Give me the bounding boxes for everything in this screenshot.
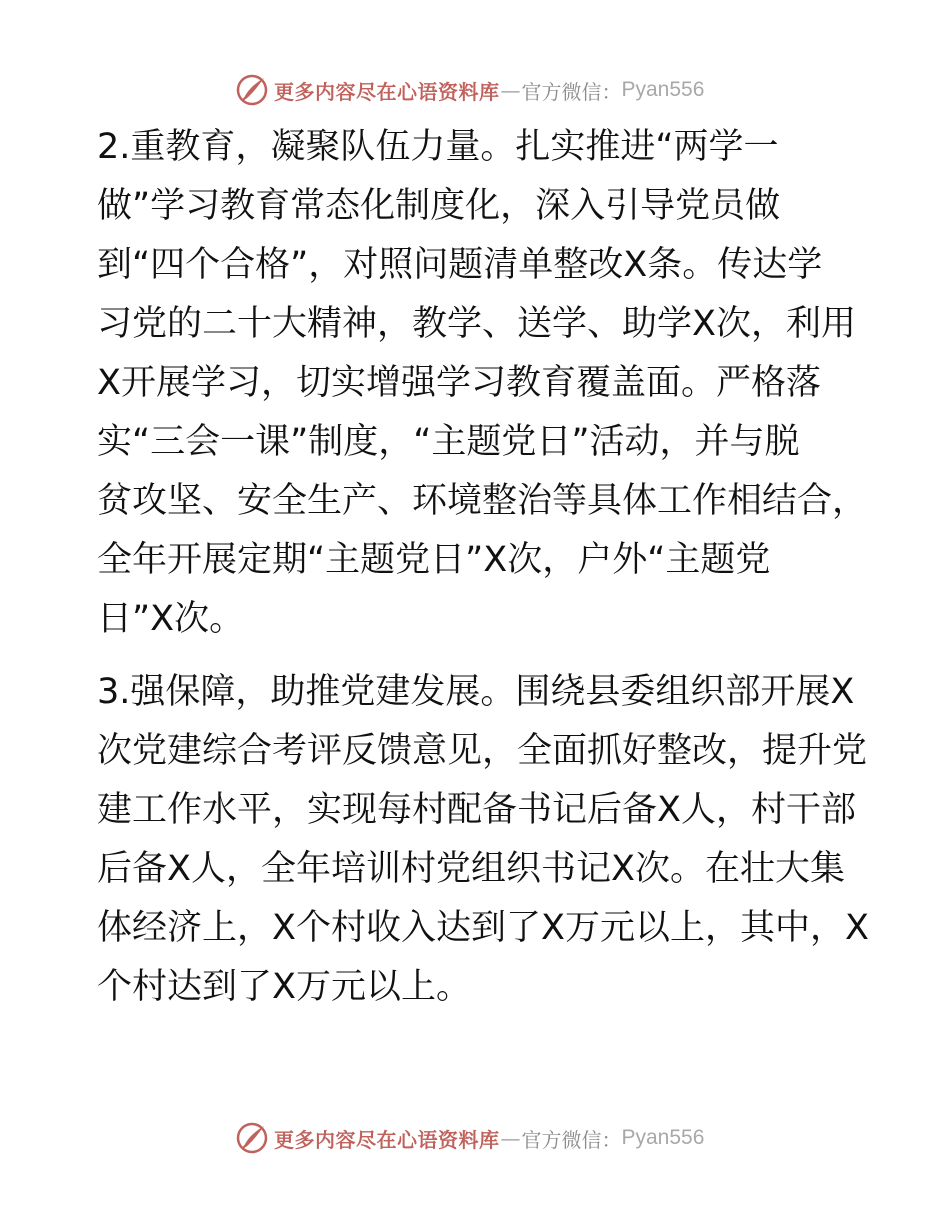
text-line: 到“四个合格”，对照问题清单整改X条。传达学 — [97, 245, 823, 285]
footer-watermark — [234, 1120, 714, 1156]
watermark-wechat-label: 官方微信： — [521, 1127, 622, 1152]
text-line: 实“三会一课”制度，“主题党日”活动，并与脱 — [97, 422, 800, 462]
text-line: 全年开展定期“主题党日”X次，户外“主题党 — [97, 540, 771, 580]
text-line: X开展学习，切实增强学习教育覆盖面。严格落 — [97, 363, 821, 403]
text-line: 后备X人，全年培训村党组织书记X次。在壮大集 — [97, 849, 845, 889]
text-line: 3.强保障，助推党建发展。围绕县委组织部开展X — [97, 672, 855, 712]
text-line: 2.重教育，凝聚队伍力量。扎实推进“两学一 — [97, 127, 779, 167]
text-line: 日”X次。 — [97, 599, 245, 639]
text-line: 个村达到了X万元以上。 — [97, 967, 471, 1007]
watermark-separator: — — [500, 1126, 521, 1150]
text-line: 体经济上，X个村收入达到了X万元以上，其中，X — [97, 908, 869, 948]
text-line: 做”学习教育常态化制度化，深入引导党员做 — [97, 186, 781, 226]
watermark-wechat-label: 官方微信： — [521, 79, 622, 104]
text-line: 建工作水平，实现每村配备书记后备X人，村干部 — [97, 790, 856, 830]
watermark-separator: — — [500, 78, 521, 102]
watermark-wechat-id: Pyan556 — [621, 78, 705, 101]
watermark-wechat-id: Pyan556 — [621, 1126, 705, 1149]
text-line: 贫攻坚、安全生产、环境整治等具体工作相结合， — [97, 481, 868, 521]
text-line: 次党建综合考评反馈意见，全面抓好整改，提升党 — [97, 731, 868, 771]
paragraph-guarantee — [97, 663, 869, 1017]
header-watermark — [234, 72, 714, 108]
quill-pen-icon — [234, 1120, 270, 1156]
watermark-main-text: 更多内容尽在心语资料库 — [274, 1127, 500, 1152]
paragraph-education — [97, 118, 868, 649]
watermark-main-text: 更多内容尽在心语资料库 — [274, 79, 500, 104]
text-line: 习党的二十大精神，教学、送学、助学X次，利用 — [97, 304, 856, 344]
quill-pen-icon — [234, 72, 270, 108]
